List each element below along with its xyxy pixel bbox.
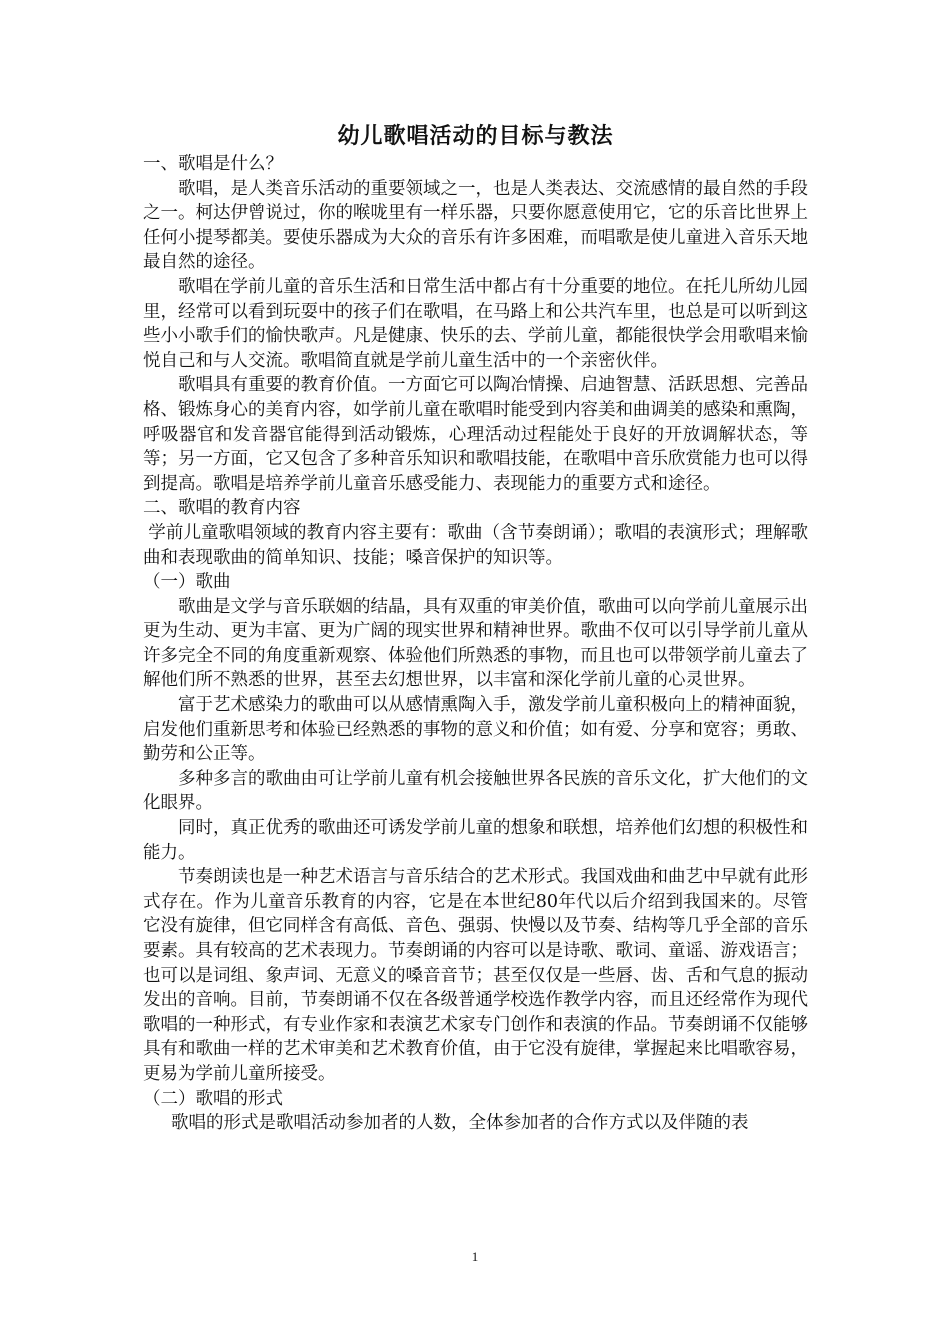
- section-heading-2: 二、歌唱的教育内容: [143, 498, 301, 519]
- page-number: 1: [471, 1249, 479, 1264]
- paragraph-8: 同时，真正优秀的歌曲还可诱发学前儿童的想象和联想，培养他们幻想的积极性和能力。: [143, 818, 808, 863]
- paragraph-10: 歌唱的形式是歌唱活动参加者的人数，全体参加者的合作方式以及伴随的表: [171, 1113, 749, 1134]
- subsection-heading-2: （二）歌唱的形式: [143, 1088, 283, 1109]
- subsection-heading-1: （一）歌曲: [143, 572, 231, 593]
- paragraph-9: 节奏朗读也是一种艺术语言与音乐结合的艺术形式。我国戏曲和曲艺中早就有此形式存在。作为儿童音乐教育的内容，它是在本世纪80年代以后介绍到我国来的。尽管它没有旋律，但它同样含有高低、音色、强弱、快慢以及节奏、结构等几乎全部的音乐要素。具有较高的艺术表现力。节奏朗诵的内容可以是诗歌、歌词、童谣、游戏语言；也可以是词组、象声词、无意义的嗓音音节；甚至仅仅是一些唇、齿、舌和气息的振动发出的音响。目前，节奏朗诵不仅在各级普通学校选作教学内容，而且还经常作为现代歌唱的一种形式，有专业作家和表演艺术家专门创作和表演的作品。节奏朗诵不仅能够具有和歌曲一样的艺术审美和艺术教育价值，由于它没有旋律，掌握起来比唱歌容易，更易为学前儿童所接受。: [143, 867, 808, 1084]
- paragraph-1: 歌唱，是人类音乐活动的重要领域之一，也是人类表达、交流感情的最自然的手段之一。柯达伊曾说过，你的喉咙里有一样乐器，只要你愿意使用它，它的乐音比世界上任何小提琴都美。要使乐器成为大众的音乐有许多困难，而唱歌是使儿童进入音乐天地最自然的途径。: [143, 178, 808, 273]
- paragraph-2: 歌唱在学前儿童的音乐生活和日常生活中都占有十分重要的地位。在托儿所幼儿园里，经常可以看到玩耍中的孩子们在歌唱，在马路上和公共汽车里，也总是可以听到这些小小歌手们的愉快歌声。凡是健康、快乐的去、学前儿童，都能很快学会用歌唱来愉悦自己和与人交流。歌唱简直就是学前儿童生活中的一个亲密伙伴。: [143, 276, 808, 371]
- paragraph-6: 富于艺术感染力的歌曲可以从感情熏陶入手，激发学前儿童积极向上的精神面貌，启发他们重新思考和体验已经熟悉的事物的意义和价值；如有爱、分享和宽容；勇敢、勤劳和公正等。: [143, 695, 808, 765]
- paragraph-7: 多种多言的歌曲由可让学前儿童有机会接触世界各民族的音乐文化，扩大他们的文化眼界。: [143, 768, 808, 814]
- document-body: [143, 120, 808, 1136]
- paragraph-3: 歌唱具有重要的教育价值。一方面它可以陶冶情操、启迪智慧、活跃思想、完善品格、锻炼身心的美育内容，如学前儿童在歌唱时能受到内容美和曲调美的感染和熏陶，呼吸器官和发音器官能得到活动锻炼，心理活动过程能处于良好的开放调解状态，等等；另一方面，它又包含了多种音乐知识和歌唱技能，在歌唱中音乐欣赏能力也可以得到提高。歌唱是培养学前儿童音乐感受能力、表现能力的重要方式和途径。: [143, 375, 808, 494]
- section-heading-1: 一、歌唱是什么？: [143, 154, 283, 174]
- paragraph-5: 歌曲是文学与音乐联姻的结晶，具有双重的审美价值，歌曲可以向学前儿童展示出更为生动、更为丰富、更为广阔的现实世界和精神世界。歌曲不仅可以引导学前儿童从许多完全不同的角度重新观察、体验他们所熟悉的事物，而且也可以带领学前儿童去了解他们所不熟悉的世界，甚至去幻想世界，以丰富和深化学前儿童的心灵世界。: [143, 596, 808, 691]
- paragraph-4: 学前儿童歌唱领域的教育内容主要有：歌曲（含节奏朗诵）；歌唱的表演形式；理解歌曲和表现歌曲的简单知识、技能；嗓音保护的知识等。: [143, 522, 808, 568]
- document-title: 幼儿歌唱活动的目标与教法: [337, 123, 614, 149]
